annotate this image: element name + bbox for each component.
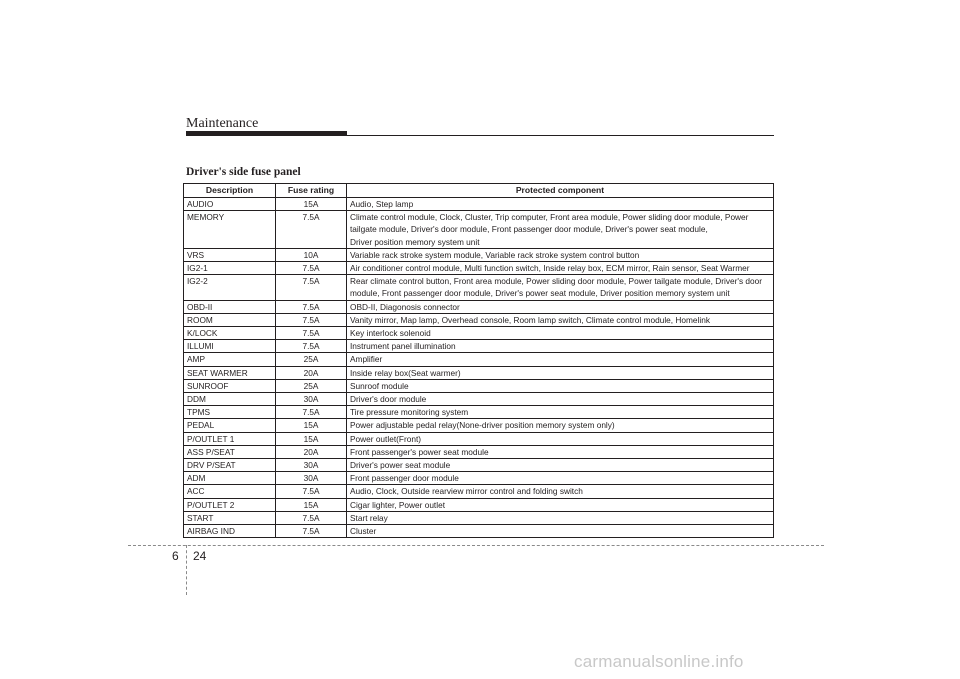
fuse-description: TPMS [184,406,276,419]
fuse-description: SEAT WARMER [184,366,276,379]
protected-component [347,366,774,379]
protected-component-line: Front passenger's power seat module [350,446,489,457]
table-row [184,511,774,524]
protected-component [347,248,774,261]
protected-component-line: Vanity mirror, Map lamp, Overhead console, Room lamp switch, Climate control module, Homelink [350,314,710,325]
protected-component-line: Audio, Clock, Outside rearview mirror control and folding switch [350,486,583,497]
fuse-rating: 7.5A [276,211,347,249]
protected-component [347,379,774,392]
protected-component-line: Variable rack stroke system module, Variable rack stroke system control button [350,249,640,260]
protected-component-line: OBD-II, Diagonosis connector [350,301,460,312]
fuse-description: ASS P/SEAT [184,445,276,458]
protected-component-line: Cigar lighter, Power outlet [350,499,446,510]
protected-component [347,485,774,498]
fuse-description: SUNROOF [184,379,276,392]
table-row [184,472,774,485]
table-row [184,419,774,432]
protected-component-line: Driver's door module [350,394,427,405]
protected-component-line: module, Front passenger door module, Driver's power seat module, Driver position memory system unit [350,288,730,299]
fuse-description: DRV P/SEAT [184,459,276,472]
protected-component-line: Amplifier [350,354,383,365]
protected-component-line: tailgate module, Driver's door module, Front passenger door module, Driver's power seat module, [350,224,708,235]
page-chapter-number: 6 [172,549,179,563]
fuse-rating: 15A [276,432,347,445]
fuse-rating: 25A [276,379,347,392]
fuse-rating: 20A [276,445,347,458]
protected-component-line: Air conditioner control module, Multi function switch, Inside relay box, ECM mirror, Rain sensor, Seat Warmer [350,263,750,274]
table-row [184,379,774,392]
fuse-description: K/LOCK [184,327,276,340]
fuse-rating: 30A [276,472,347,485]
protected-component [347,313,774,326]
watermark-text: carmanualsonline.info [574,652,744,671]
fuse-rating: 7.5A [276,313,347,326]
protected-component-line: Power outlet(Front) [350,433,422,444]
protected-component [347,445,774,458]
fuse-description: DDM [184,393,276,406]
fuse-description: IG2-2 [184,275,276,300]
protected-component [347,300,774,313]
footer-divider [128,545,824,546]
table-row [184,327,774,340]
protected-component [347,525,774,538]
protected-component [347,198,774,211]
fuse-rating: 15A [276,498,347,511]
protected-component-line: Audio, Step lamp [350,199,414,209]
fuse-rating: 7.5A [276,275,347,300]
fuse-description: ACC [184,485,276,498]
fuse-description: AMP [184,353,276,366]
table-row [184,275,774,300]
fuse-description: VRS [184,248,276,261]
protected-component [347,459,774,472]
table-row [184,445,774,458]
fuse-rating: 7.5A [276,485,347,498]
section-title: Driver's side fuse panel [186,166,301,178]
table-row [184,525,774,538]
fuse-description: AIRBAG IND [184,525,276,538]
table-row [184,198,774,211]
page-number: 24 [193,549,207,563]
fuse-description: PEDAL [184,419,276,432]
table-row [184,485,774,498]
protected-component-line: Driver's power seat module [350,460,451,471]
protected-component [347,353,774,366]
table-row [184,366,774,379]
column-header-description: Description [184,184,276,198]
protected-component [347,211,774,249]
fuse-description: AUDIO [184,198,276,211]
header-rule-thin [186,135,774,136]
protected-component-line: Cluster [350,526,377,537]
protected-component [347,340,774,353]
protected-component [347,262,774,275]
table-row [184,406,774,419]
column-header-fuse-rating: Fuse rating [276,184,347,198]
protected-component [347,393,774,406]
protected-component-line: Climate control module, Clock, Cluster, Trip computer, Front area module, Power sliding door module, Power [350,212,749,223]
protected-component [347,511,774,524]
table-row [184,432,774,445]
table-row [184,353,774,366]
protected-component [347,419,774,432]
protected-component-line: Power adjustable pedal relay(None-driver position memory system only) [350,420,615,431]
protected-component [347,406,774,419]
fuse-rating: 30A [276,459,347,472]
fuse-description: ROOM [184,313,276,326]
protected-component [347,275,774,300]
fuse-description: MEMORY [184,211,276,249]
protected-component-line: Tire pressure monitoring system [350,407,469,418]
table-row [184,498,774,511]
protected-component [347,432,774,445]
footer-vertical-divider [186,545,187,595]
table-row [184,340,774,353]
protected-component [347,472,774,485]
fuse-description: ILLUMI [184,340,276,353]
fuse-rating: 30A [276,393,347,406]
fuse-description: OBD-II [184,300,276,313]
table-row [184,300,774,313]
protected-component-line: Driver position memory system unit [350,236,480,247]
fuse-description: P/OUTLET 1 [184,432,276,445]
fuse-rating: 10A [276,248,347,261]
protected-component-line: Rear climate control button, Front area module, Power sliding door module, Power tailgate module, Driver's door [350,276,763,287]
protected-component [347,498,774,511]
fuse-table [183,183,774,538]
table-row [184,248,774,261]
fuse-description: ADM [184,472,276,485]
table-row [184,393,774,406]
fuse-table-body [184,198,774,538]
fuse-rating: 7.5A [276,511,347,524]
fuse-rating: 15A [276,419,347,432]
fuse-rating: 7.5A [276,262,347,275]
fuse-rating: 25A [276,353,347,366]
fuse-description: P/OUTLET 2 [184,498,276,511]
fuse-table-header-row [184,184,774,198]
fuse-description: IG2-1 [184,262,276,275]
table-row [184,459,774,472]
protected-component-line: Sunroof module [350,380,409,391]
fuse-rating: 7.5A [276,327,347,340]
column-header-protected-component: Protected component [347,184,774,198]
fuse-rating: 7.5A [276,300,347,313]
protected-component-line: Start relay [350,512,388,523]
fuse-rating: 7.5A [276,340,347,353]
page-header-title: Maintenance [186,116,259,131]
table-row [184,313,774,326]
fuse-description: START [184,511,276,524]
protected-component-line: Key interlock solenoid [350,328,431,339]
table-row [184,262,774,275]
fuse-rating: 20A [276,366,347,379]
table-row [184,211,774,249]
fuse-rating: 7.5A [276,406,347,419]
protected-component [347,327,774,340]
protected-component-line: Front passenger door module [350,473,459,484]
fuse-rating: 15A [276,198,347,211]
protected-component-line: Inside relay box(Seat warmer) [350,367,461,378]
protected-component-line: Instrument panel illumination [350,341,456,352]
fuse-rating: 7.5A [276,525,347,538]
